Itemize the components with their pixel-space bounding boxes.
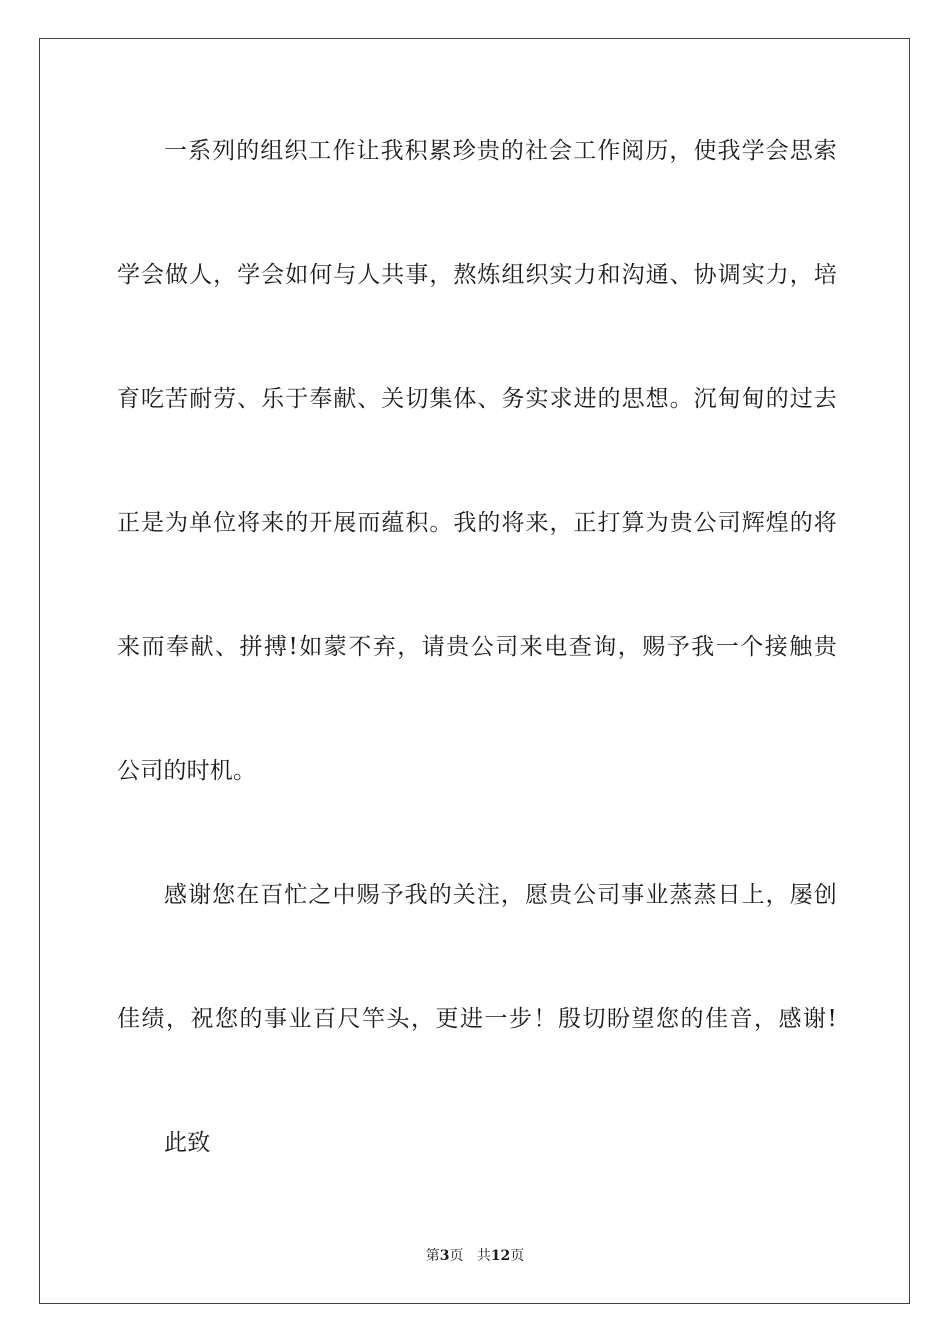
footer-total-pages: 12 — [490, 1248, 511, 1264]
closing-salutation: 此致 — [164, 1130, 211, 1156]
footer-page-suffix: 页 — [449, 1248, 464, 1264]
footer-prefix: 第 — [425, 1248, 440, 1264]
paragraph-line-3: 育吃苦耐劳、乐于奉献、关切集体、务实求进的思想。沉甸甸的过去 — [117, 386, 837, 412]
footer-total-suffix: 页 — [510, 1248, 525, 1264]
paragraph-line-8: 佳绩，祝您的事业百尺竿头，更进一步！殷切盼望您的佳音，感谢! — [117, 1006, 837, 1032]
footer-page-number: 3 — [439, 1248, 450, 1264]
paragraph-line-7: 感谢您在百忙之中赐予我的关注，愿贵公司事业蒸蒸日上，屡创 — [164, 882, 837, 908]
paragraph-line-5: 来而奉献、拼搏!如蒙不弃，请贵公司来电查询，赐予我一个接触贵 — [117, 634, 837, 660]
paragraph-line-4: 正是为单位将来的开展而蕴积。我的将来，正打算为贵公司辉煌的将 — [117, 510, 837, 536]
paragraph-line-2: 学会做人，学会如何与人共事，熬炼组织实力和沟通、协调实力，培 — [117, 262, 837, 288]
page-footer — [0, 1247, 950, 1265]
paragraph-line-1: 一系列的组织工作让我积累珍贵的社会工作阅历，使我学会思索 — [164, 138, 837, 164]
paragraph-line-6: 公司的时机。 — [117, 758, 257, 784]
page-border — [39, 38, 910, 1304]
footer-total-prefix: 共 — [476, 1248, 491, 1264]
